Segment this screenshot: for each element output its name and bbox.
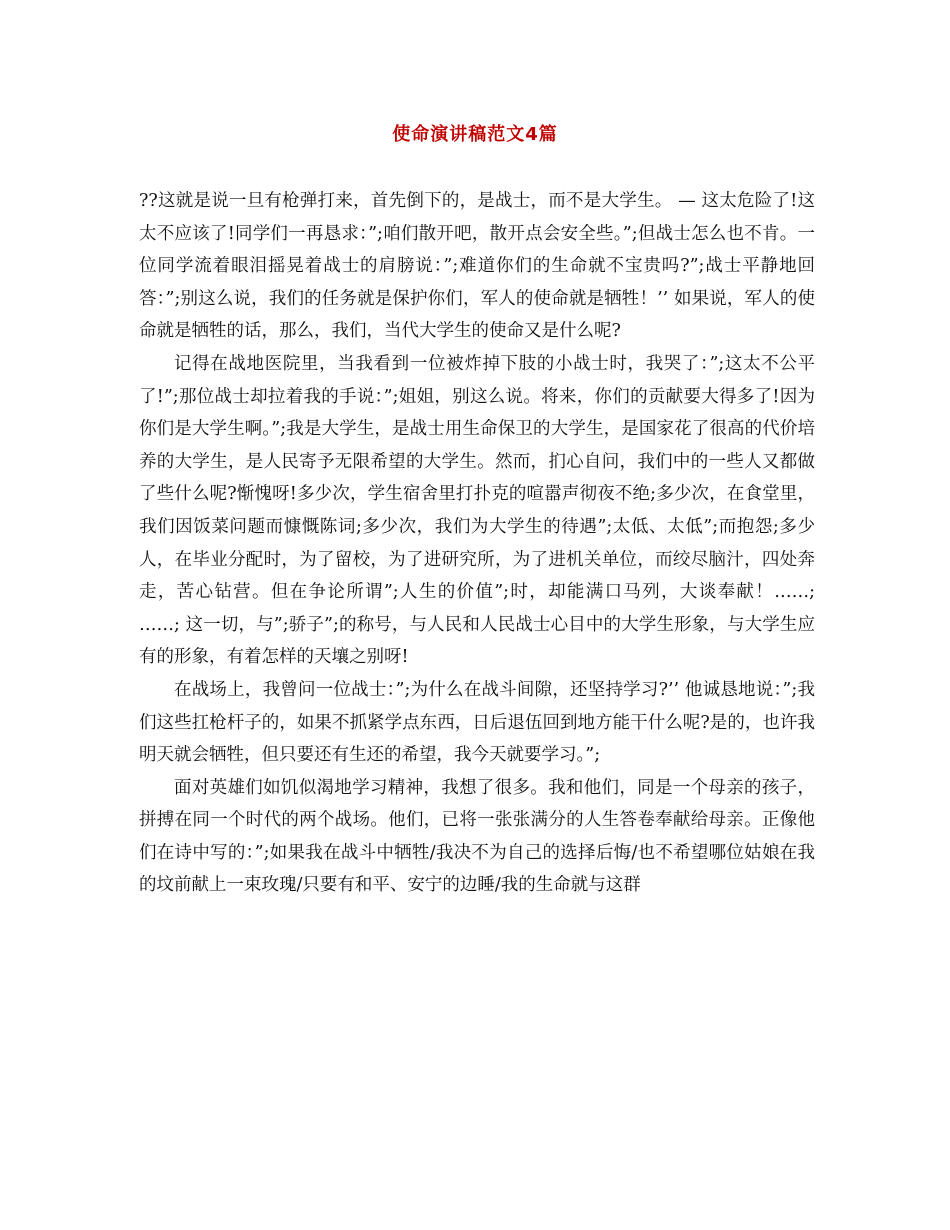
paragraph-4: 面对英雄们如饥似渴地学习精神，我想了很多。我和他们，同是一个母亲的孩子，拼搏在同一个时代的两个战场。他们，已将一张张满分的人生答卷奉献给母亲。正像他们在诗中写的：”;如果我在战斗中牺牲/我决不为自己的选择后悔/也不希望哪位姑娘在我的坟前献上一束玫瑰/只要有和平、安宁的边睡/我的生命就与这群 [139,777,815,896]
paragraph-1: ??这就是说一旦有枪弹打来，首先倒下的，是战士，而不是大学生。 — 这太危险了!这太不应该了!同学们一再恳求：”;咱们散开吧，散开点会安全些。”;但战士怎么也不肯。一位同学流着眼泪摇晃着战士的肩膀说：”;难道你们的生命就不宝贵吗?”;战士平静地回答：”;别这么说，我们的任务就是保护你们，军人的使命就是牺牲！’’ 如果说，军人的使命就是牺牲的话，那么，我们，当代大学生的使命又是什么呢? [139,191,815,342]
document-title: 使命演讲稿范文4篇 [392,124,558,145]
paragraph-2: 记得在战地医院里，当我看到一位被炸掉下肢的小战士时，我哭了：”;这太不公平了!”;那位战士却拉着我的手说：”;姐姐，别这么说。将来，你们的贡献要大得多了!因为你们是大学生啊。”;我是大学生，是战士用生命保卫的大学生，是国家花了很高的代价培养的大学生，是人民寄予无限希望的大学生。然而，扪心自问，我们中的一些人又都做了些什么呢?惭愧呀!多少次，学生宿舍里打扑克的喧嚣声彻夜不绝;多少次，在食堂里，我们因饭菜问题而慷慨陈词;多少次，我们为大学生的待遇”;太低、太低”;而抱怨;多少人，在毕业分配时，为了留校，为了进研究所，为了进机关单位，而绞尽脑汁，四处奔走，苦心钻营。但在争论所谓”;人生的价值”;时，却能满口马列，大谈奉献！……; ……; 这一切，与”;骄子”;的称号，与人民和人民战士心目中的大学生形象，与大学生应有的形象，有着怎样的天壤之别呀! [139,353,815,668]
document-body [139,185,815,902]
paragraph-3: 在战场上，我曾问一位战士：”;为什么在战斗间隙，还坚持学习?’’ 他诚恳地说：”;我们这些扛枪杆子的，如果不抓紧学点东西，日后退伍回到地方能干什么呢?是的，也许我明天就会牺牲，但只要还有生还的希望，我今天就要学习。”; [139,679,815,766]
